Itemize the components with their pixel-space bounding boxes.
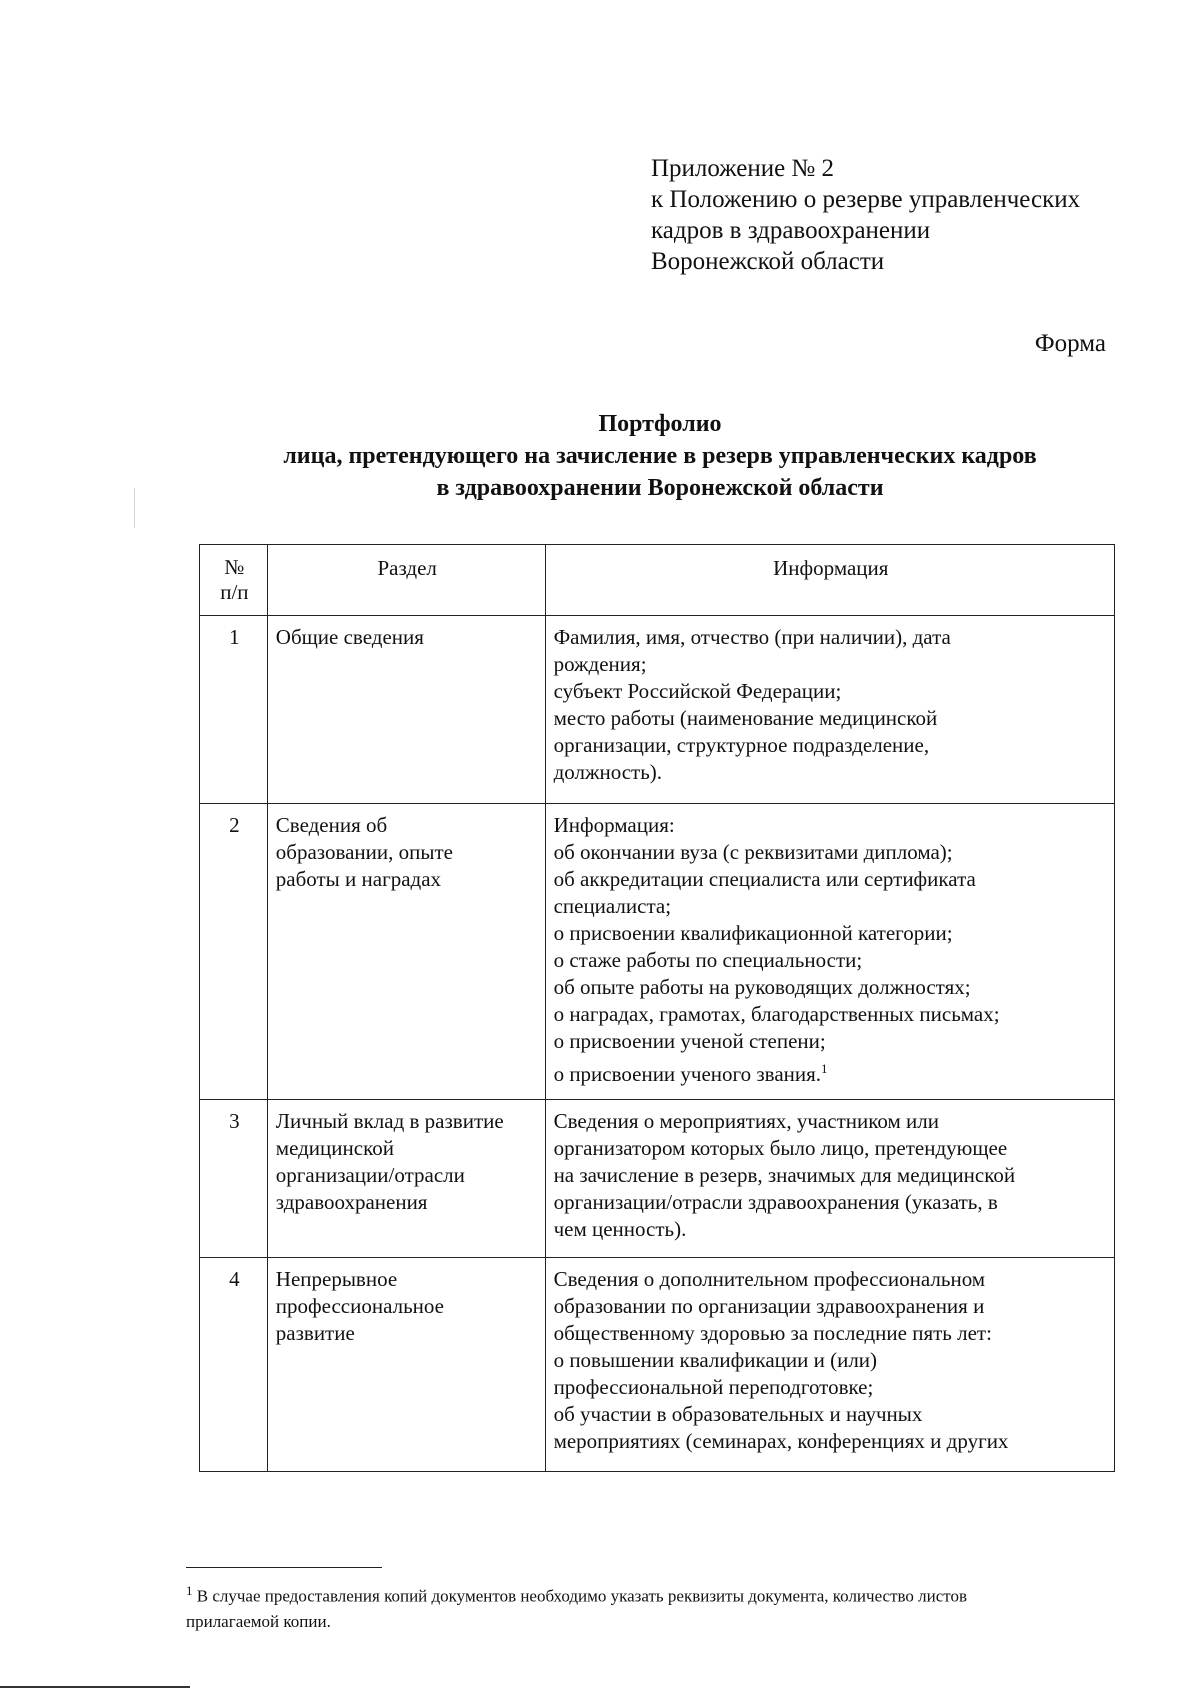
row-info	[545, 1258, 1114, 1472]
footnote-marker: 1	[186, 1583, 193, 1598]
table-header-row	[200, 545, 1115, 616]
info-line: о повышении квалификации и (или)	[553, 1348, 878, 1372]
info-line: Фамилия, имя, отчество (при наличии), дата	[553, 625, 951, 649]
info-line: должность).	[553, 760, 663, 784]
section-line: развитие	[275, 1321, 355, 1345]
appendix-line: Воронежской области	[651, 248, 885, 275]
info-text: о присвоении ученого звания.	[553, 1062, 822, 1086]
appendix-line: Приложение № 2	[651, 155, 835, 182]
info-line: образовании по организации здравоохранения и	[553, 1294, 985, 1318]
info-line: о присвоении ученой степени;	[553, 1029, 826, 1053]
title-line: в здравоохранении Воронежской области	[436, 475, 884, 501]
section-line: организации/отрасли	[275, 1163, 465, 1187]
footnote-reference: 1	[821, 1061, 828, 1076]
document-title	[0, 408, 1200, 504]
info-line: об окончании вуза (с реквизитами диплома);	[553, 840, 953, 864]
info-line: организации/отрасли здравоохранения (указать, в	[553, 1190, 998, 1214]
row-number: 2	[200, 804, 268, 1100]
header-num-line: п/п	[220, 580, 249, 604]
section-line: Сведения об	[275, 813, 388, 837]
row-section	[267, 1100, 545, 1258]
section-line: работы и наградах	[275, 867, 442, 891]
title-line: Портфолио	[598, 411, 722, 437]
section-line: профессиональное	[275, 1294, 444, 1318]
scan-mark	[134, 488, 135, 528]
info-line: на зачисление в резерв, значимых для медицинской	[553, 1163, 1016, 1187]
info-line: об участии в образовательных и научных	[553, 1402, 923, 1426]
footnote-text: В случае предоставления копий документов необходимо указать реквизиты документа, количество листов	[196, 1586, 968, 1606]
section-line: Личный вклад в развитие	[275, 1109, 504, 1133]
row-section	[267, 804, 545, 1100]
section-line: здравоохранения	[275, 1190, 428, 1214]
info-line: рождения;	[553, 652, 647, 676]
info-line: чем ценность).	[553, 1217, 687, 1241]
scan-edge-line	[0, 1686, 190, 1688]
section-line: Непрерывное	[275, 1267, 398, 1291]
info-line: субъект Российской Федерации;	[553, 679, 842, 703]
row-number: 4	[200, 1258, 268, 1472]
section-line: медицинской	[275, 1136, 394, 1160]
row-info	[545, 804, 1114, 1100]
table-row	[200, 1100, 1115, 1258]
table-row	[200, 616, 1115, 804]
appendix-line: к Положению о резерве управленческих	[651, 186, 1081, 213]
row-section	[267, 616, 545, 804]
portfolio-table	[199, 544, 1115, 1472]
header-info: Информация	[545, 545, 1114, 616]
info-line: мероприятиях (семинарах, конференциях и других	[553, 1429, 1009, 1453]
info-line: Сведения о мероприятиях, участником или	[553, 1109, 939, 1133]
info-line: организатором которых было лицо, претендующее	[553, 1136, 1008, 1160]
info-line: о наградах, грамотах, благодарственных письмах;	[553, 1002, 1000, 1026]
footnote-line	[186, 1578, 1146, 1609]
footnote	[186, 1578, 1146, 1634]
row-number: 1	[200, 616, 268, 804]
row-number: 3	[200, 1100, 268, 1258]
row-section	[267, 1258, 545, 1472]
info-line: специалиста;	[553, 894, 672, 918]
footnote-line: прилагаемой копии.	[186, 1611, 331, 1631]
form-label: Форма	[1034, 330, 1106, 357]
row-info	[545, 616, 1114, 804]
info-line: место работы (наименование медицинской	[553, 706, 938, 730]
appendix-line: кадров в здравоохранении	[651, 217, 931, 244]
info-line	[554, 1055, 1108, 1088]
footnote-divider	[186, 1567, 382, 1568]
title-line: лица, претендующего на зачисление в резерв управленческих кадров	[283, 443, 1037, 469]
info-line: профессиональной переподготовке;	[553, 1375, 874, 1399]
info-line: о присвоении квалификационной категории;	[553, 921, 953, 945]
table-row	[200, 804, 1115, 1100]
info-line: Сведения о дополнительном профессиональном	[553, 1267, 986, 1291]
header-num	[200, 545, 268, 616]
info-line: об аккредитации специалиста или сертификата	[553, 867, 976, 891]
appendix-header	[651, 153, 1080, 277]
info-line: Информация:	[553, 813, 675, 837]
section-line: Общие сведения	[275, 625, 424, 649]
info-line: общественному здоровью за последние пять лет:	[553, 1321, 992, 1345]
header-section: Раздел	[267, 545, 545, 616]
header-num-line: №	[224, 555, 245, 579]
info-line: организации, структурное подразделение,	[553, 733, 930, 757]
section-line: образовании, опыте	[275, 840, 453, 864]
table-row	[200, 1258, 1115, 1472]
info-line: о стаже работы по специальности;	[553, 948, 863, 972]
row-info	[545, 1100, 1114, 1258]
info-line: об опыте работы на руководящих должностях;	[553, 975, 971, 999]
